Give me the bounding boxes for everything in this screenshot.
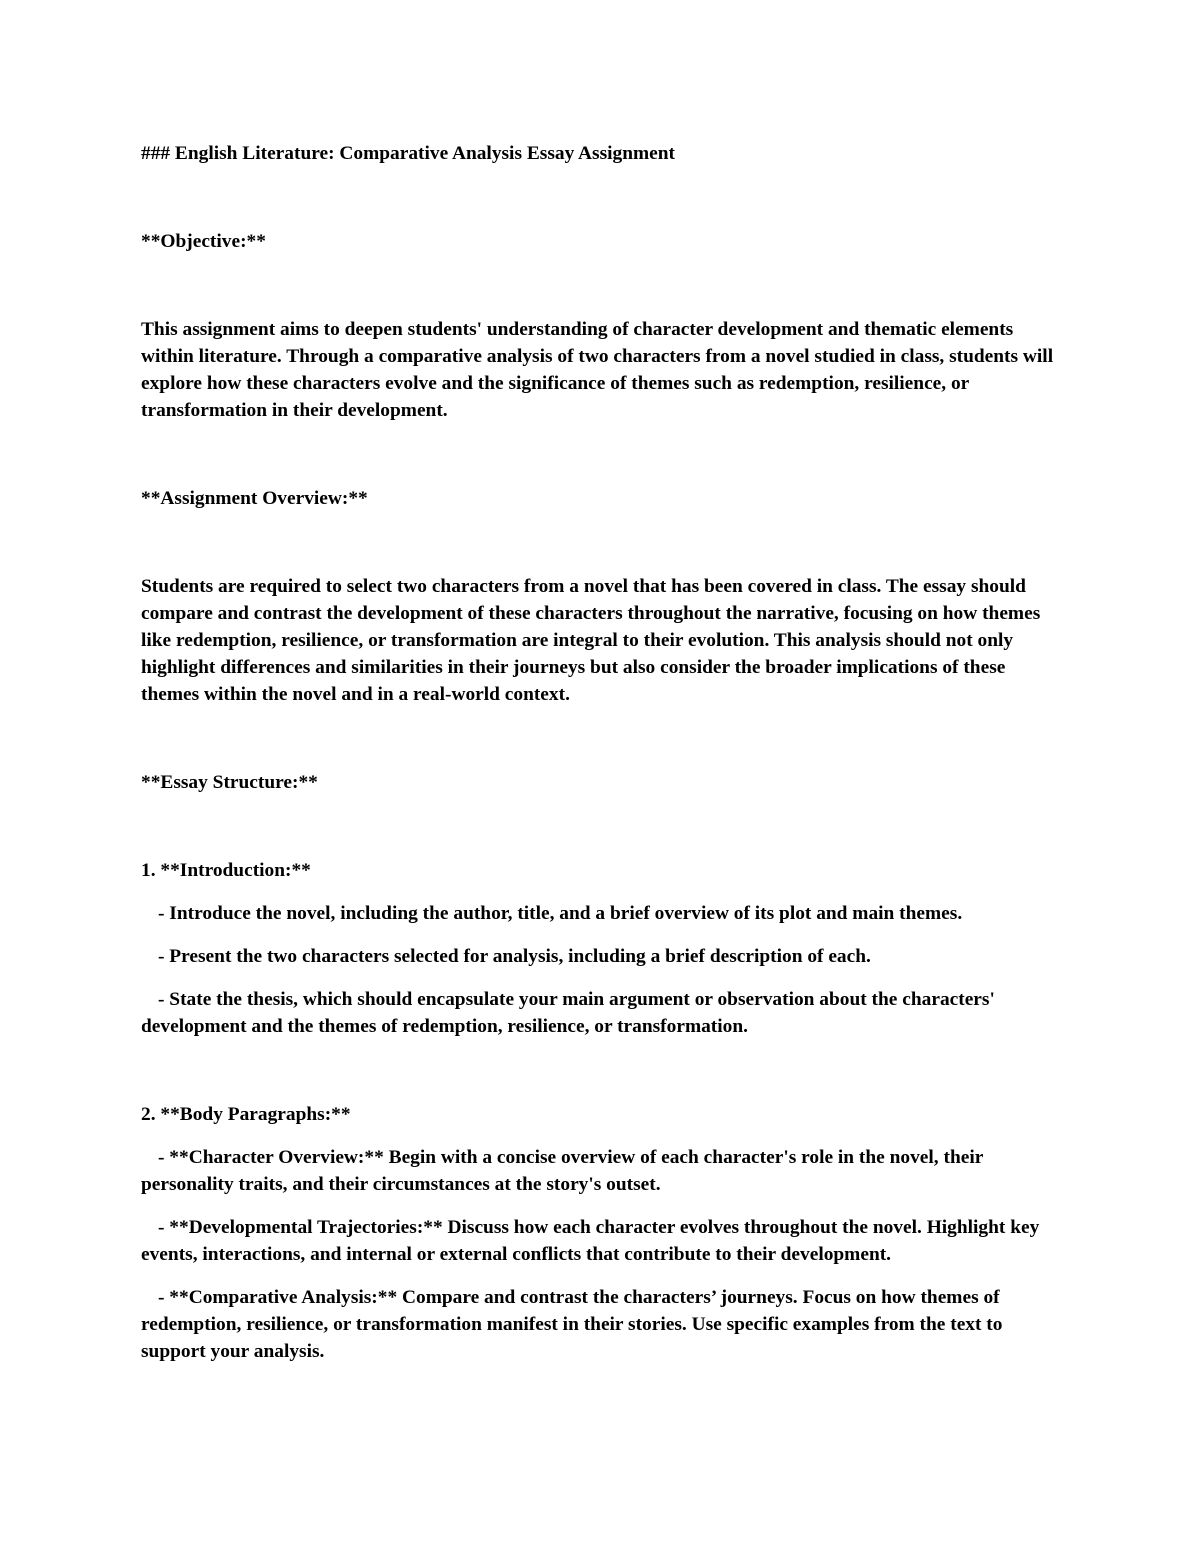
overview-paragraph: Students are required to select two characters from a novel that has been covered in class. The essay should compare and contrast the development of these characters throughout the narrative, focusing on how themes like redemption, resilience, or transformation are integral to their evolution. This analysis should not only highlight differences and similarities in their journeys but also consider the broader implications of these themes within the novel and in a real-world context. — [141, 576, 1041, 705]
list-item-text: - Present the two characters selected for analysis, including a brief description of each. — [158, 946, 871, 967]
body-paragraphs-heading: 2. **Body Paragraphs:** — [141, 1104, 351, 1125]
list-item-text: - **Developmental Trajectories:** Discuss how each character evolves throughout the novel. Highlight key events, interactions, and internal or external conflicts that contribute to their development. — [141, 1217, 1040, 1265]
list-item-text: - **Character Overview:** Begin with a concise overview of each character's role in the novel, their personality traits, and their circumstances at the story's outset. — [141, 1147, 983, 1195]
introduction-heading: 1. **Introduction:** — [141, 860, 311, 881]
structure-heading: **Essay Structure:** — [141, 772, 318, 793]
objective-heading: **Objective:** — [141, 231, 266, 252]
document-title: ### English Literature: Comparative Analysis Essay Assignment — [141, 143, 675, 164]
list-item — [141, 1284, 1066, 1365]
list-item — [141, 1144, 1066, 1198]
list-item-text: - Introduce the novel, including the author, title, and a brief overview of its plot and main themes. — [158, 903, 963, 924]
list-item — [141, 900, 1066, 927]
list-item — [141, 1214, 1066, 1268]
list-item — [141, 943, 1066, 970]
overview-heading: **Assignment Overview:** — [141, 488, 368, 509]
list-item — [141, 986, 1066, 1040]
list-item-text: - State the thesis, which should encapsulate your main argument or observation about the characters' development and the themes of redemption, resilience, or transformation. — [141, 989, 995, 1037]
objective-paragraph: This assignment aims to deepen students' understanding of character development and thematic elements within literature. Through a comparative analysis of two characters from a novel studied in class, students will explore how these characters evolve and the significance of themes such as redemption, resilience, or transformation in their development. — [141, 319, 1054, 421]
list-item-text: - **Comparative Analysis:** Compare and contrast the characters’ journeys. Focus on how themes of redemption, resilience, or transformation manifest in their stories. Use specific examples from the text to support your analysis. — [141, 1287, 1003, 1362]
document-content — [141, 140, 1066, 1381]
